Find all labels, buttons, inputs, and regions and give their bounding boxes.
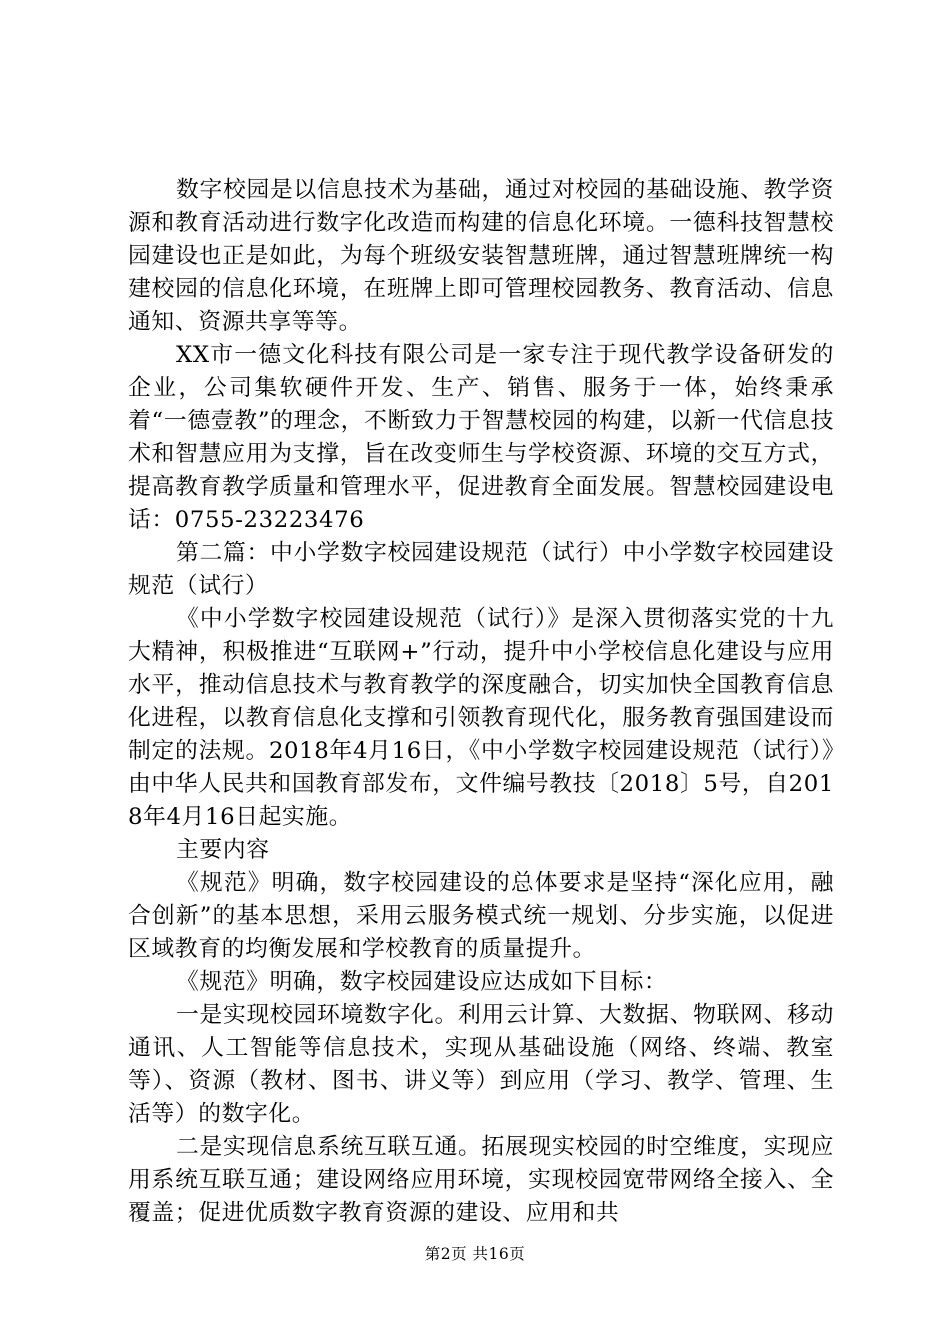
document-body (128, 174, 834, 1230)
page-number-footer: 第2页 共16页 (424, 1245, 526, 1263)
paragraph-regulation-overview: 《中小学数字校园建设规范（试行）》是深入贯彻落实党的十九大精神，积极推进“互联网+”行动，提升中小学校信息化建设与应用水平，推动信息技术与教育教学的深度融合，切实加快全国教育信息化进程，以教育信息化支撑和引领教育现代化，服务教育强国建设而制定的法规。2018年4月16日，《中小学数字校园建设规范（试行）》由中华人民共和国教育部发布，文件编号教技〔2018〕5号，自2018年4月16日起实施。 (128, 606, 834, 830)
paragraph-main-content-heading: 主要内容 (176, 837, 270, 863)
paragraph-general-requirements: 《规范》明确，数字校园建设的总体要求是坚持“深化应用，融合创新”的基本思想，采用云服务模式统一规划、分步实施，以促进区域教育的均衡发展和学校教育的质量提升。 (128, 870, 834, 962)
paragraph-company-profile: XX市一德文化科技有限公司是一家专注于现代教学设备研发的企业，公司集软硬件开发、生产、销售、服务于一体，始终秉承着“一德壹教”的理念，不断致力于智慧校园的构建，以新一代信息技术和智慧应用为支撑，旨在改变师生与学校资源、环境的交互方式，提高教育教学质量和管理水平，促进教育全面发展。智慧校园建设电话：0755-23223476 (128, 342, 834, 533)
paragraph-goal-two: 二是实现信息系统互联互通。拓展现实校园的时空维度，实现应用系统互联互通；建设网络应用环境，实现校园宽带网络全接入、全覆盖；促进优质数字教育资源的建设、应用和共 (128, 1134, 834, 1226)
paragraph-smart-campus-intro: 数字校园是以信息技术为基础，通过对校园的基础设施、教学资源和教育活动进行数字化改造而构建的信息化环境。一德科技智慧校园建设也正是如此，为每个班级安装智慧班牌，通过智慧班牌统一构建校园的信息化环境，在班牌上即可管理校园教务、教育活动、信息通知、资源共享等等。 (128, 177, 834, 335)
paragraph-goals-intro: 《规范》明确，数字校园建设应达成如下目标： (176, 969, 668, 995)
paragraph-goal-one: 一是实现校园环境数字化。利用云计算、大数据、物联网、移动通讯、人工智能等信息技术，实现从基础设施（网络、终端、教室等）、资源（教材、图书、讲义等）到应用（学习、教学、管理、生活等）的数字化。 (128, 1002, 834, 1127)
paragraph-chapter-two-heading: 第二篇：中小学数字校园建设规范（试行）中小学数字校园建设规范（试行） (128, 540, 834, 599)
